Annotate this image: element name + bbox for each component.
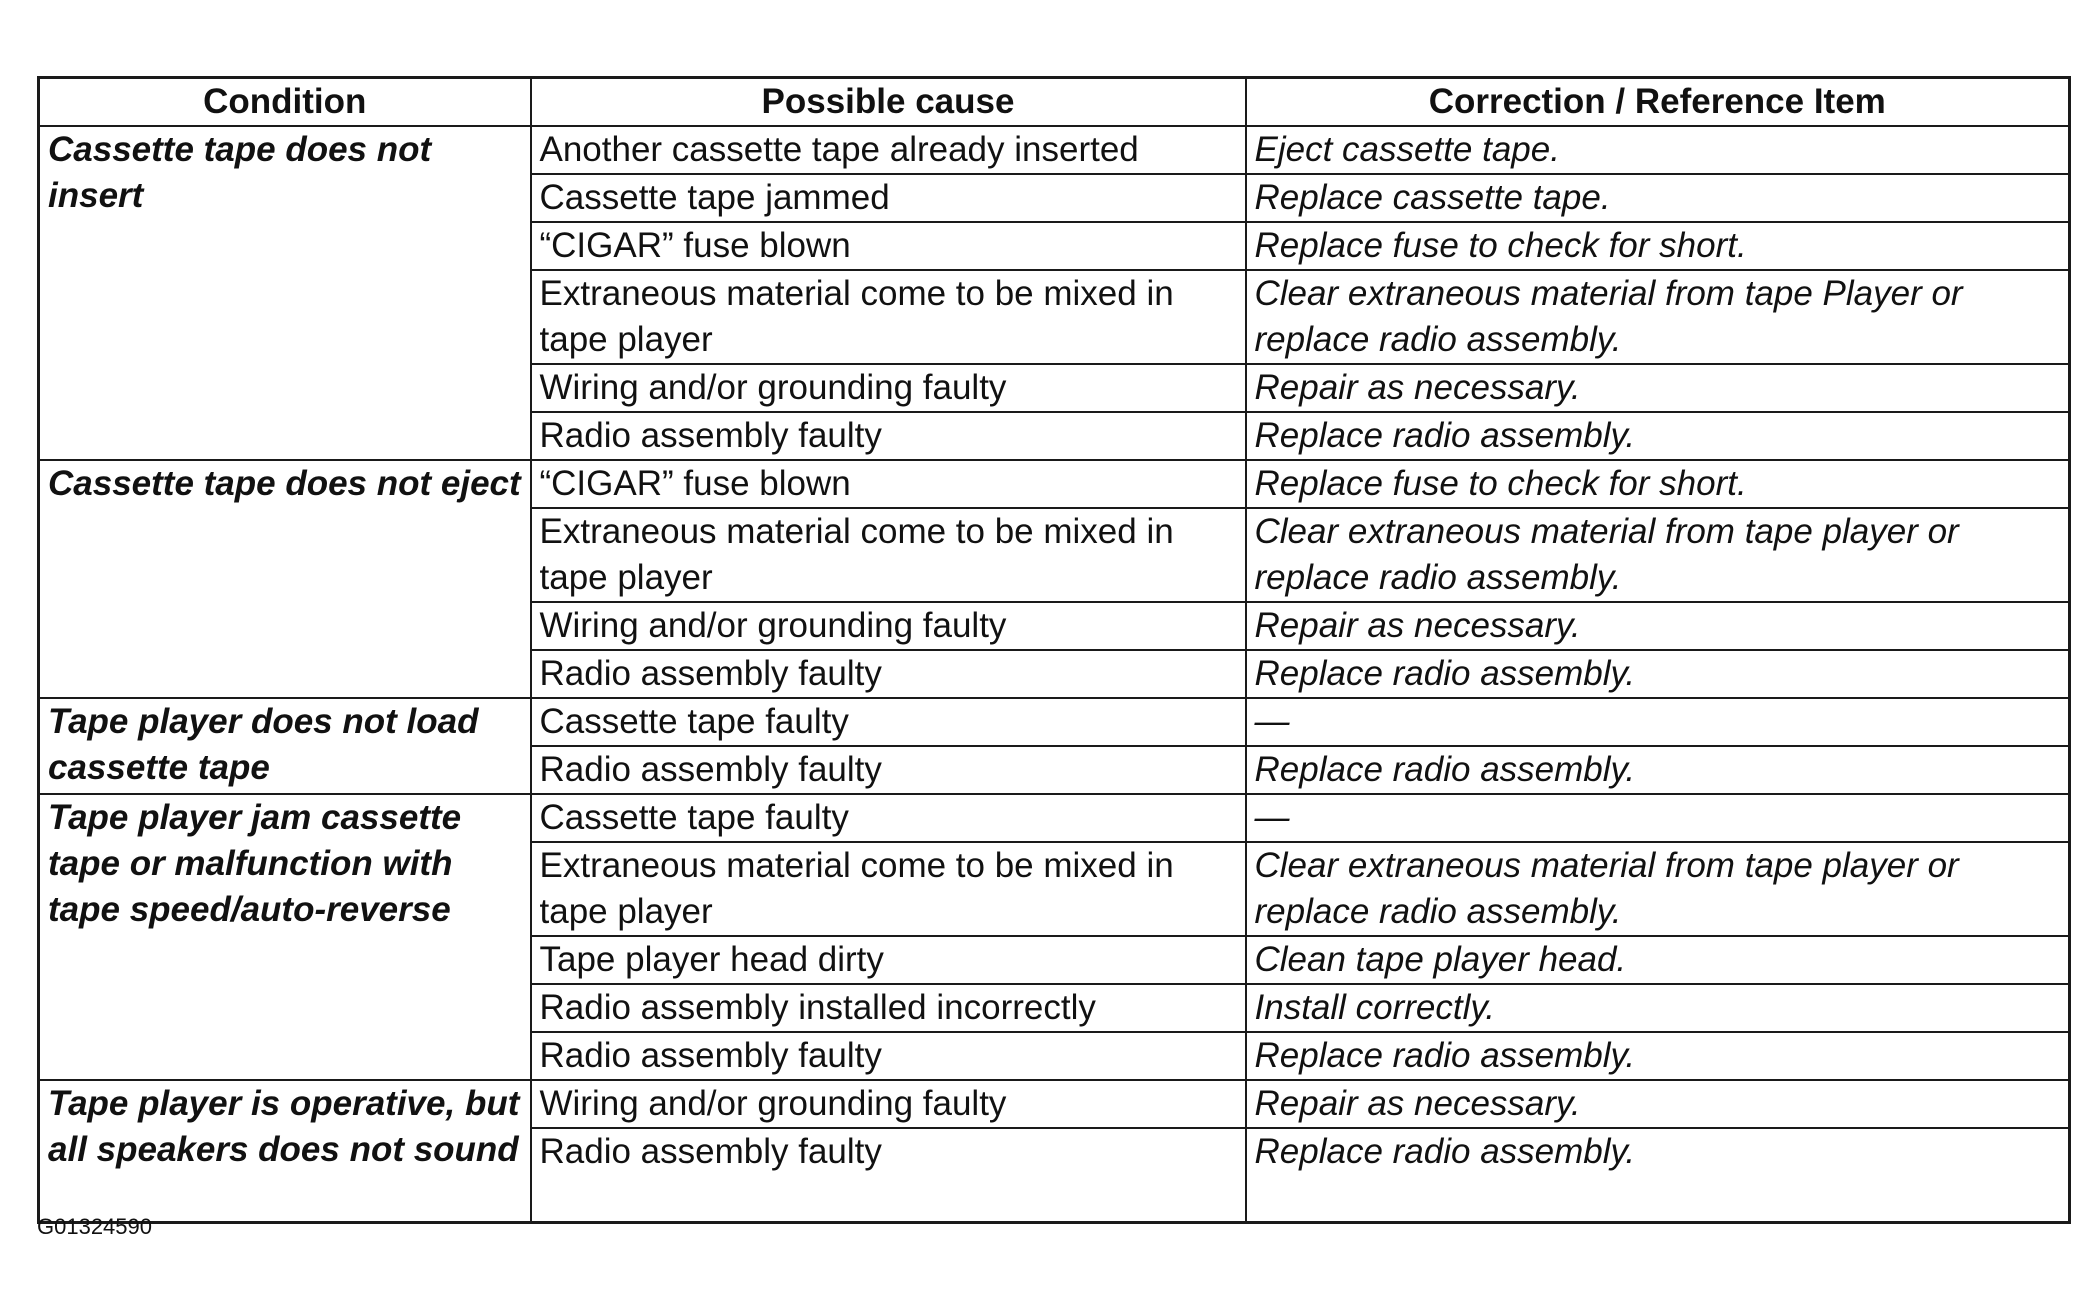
correction-cell: Clean tape player head. <box>1246 936 2070 984</box>
correction-cell: Replace fuse to check for short. <box>1246 460 2070 508</box>
condition-cell: Cassette tape does not insert <box>39 126 531 460</box>
troubleshooting-table <box>37 76 2071 1224</box>
correction-cell: Repair as necessary. <box>1246 1080 2070 1128</box>
cause-cell: Extraneous material come to be mixed in tape player <box>531 842 1246 936</box>
cause-cell: Radio assembly faulty <box>531 746 1246 794</box>
correction-cell: Replace radio assembly. <box>1246 1032 2070 1080</box>
correction-cell: Replace radio assembly. <box>1246 412 2070 460</box>
cause-cell: Extraneous material come to be mixed in tape player <box>531 270 1246 364</box>
cause-cell: Cassette tape faulty <box>531 794 1246 842</box>
cause-cell: Extraneous material come to be mixed in tape player <box>531 508 1246 602</box>
table-row <box>39 126 2070 174</box>
table-row <box>39 460 2070 508</box>
header-possible-cause: Possible cause <box>531 78 1246 127</box>
correction-cell: Repair as necessary. <box>1246 364 2070 412</box>
correction-cell: Clear extraneous material from tape Player or replace radio assembly. <box>1246 270 2070 364</box>
correction-cell: Replace radio assembly. <box>1246 1128 2070 1223</box>
cause-cell: Tape player head dirty <box>531 936 1246 984</box>
cause-cell: Wiring and/or grounding faulty <box>531 364 1246 412</box>
correction-cell: Repair as necessary. <box>1246 602 2070 650</box>
correction-cell: Replace fuse to check for short. <box>1246 222 2070 270</box>
troubleshooting-table-container <box>37 76 2068 1224</box>
header-condition: Condition <box>39 78 531 127</box>
condition-cell: Tape player is operative, but all speakers does not sound <box>39 1080 531 1223</box>
correction-cell: — <box>1246 698 2070 746</box>
correction-cell: — <box>1246 794 2070 842</box>
cause-cell: Radio assembly faulty <box>531 412 1246 460</box>
correction-cell: Clear extraneous material from tape player or replace radio assembly. <box>1246 842 2070 936</box>
condition-cell: Tape player jam cassette tape or malfunction with tape speed/auto-reverse <box>39 794 531 1080</box>
cause-cell: Radio assembly faulty <box>531 1032 1246 1080</box>
cause-cell: Radio assembly faulty <box>531 1128 1246 1223</box>
cause-cell: Another cassette tape already inserted <box>531 126 1246 174</box>
correction-cell: Replace cassette tape. <box>1246 174 2070 222</box>
condition-cell: Cassette tape does not eject <box>39 460 531 698</box>
table-row <box>39 698 2070 746</box>
table-row <box>39 794 2070 842</box>
cause-cell: Radio assembly installed incorrectly <box>531 984 1246 1032</box>
table-header-row <box>39 78 2070 127</box>
correction-cell: Install correctly. <box>1246 984 2070 1032</box>
cause-cell: Radio assembly faulty <box>531 650 1246 698</box>
figure-id: G01324590 <box>37 1214 152 1239</box>
correction-cell: Eject cassette tape. <box>1246 126 2070 174</box>
cause-cell: Cassette tape faulty <box>531 698 1246 746</box>
correction-cell: Replace radio assembly. <box>1246 746 2070 794</box>
correction-cell: Clear extraneous material from tape player or replace radio assembly. <box>1246 508 2070 602</box>
header-correction: Correction / Reference Item <box>1246 78 2070 127</box>
cause-cell: Wiring and/or grounding faulty <box>531 602 1246 650</box>
cause-cell: Wiring and/or grounding faulty <box>531 1080 1246 1128</box>
cause-cell: Cassette tape jammed <box>531 174 1246 222</box>
condition-cell: Tape player does not load cassette tape <box>39 698 531 794</box>
correction-cell: Replace radio assembly. <box>1246 650 2070 698</box>
cause-cell: “CIGAR” fuse blown <box>531 460 1246 508</box>
cause-cell: “CIGAR” fuse blown <box>531 222 1246 270</box>
table-row <box>39 1080 2070 1128</box>
